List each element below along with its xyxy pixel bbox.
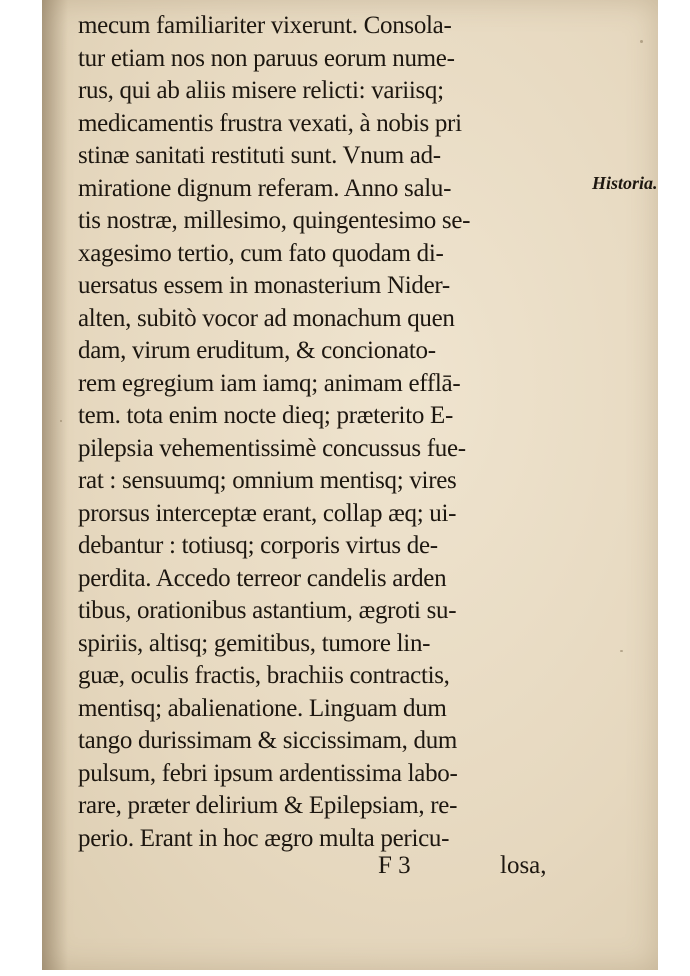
catchword: losa, (500, 852, 547, 879)
paper-speck (640, 40, 643, 43)
text-line: spiriis, altisq; gemitibus, tumore lin- (78, 629, 431, 657)
paper-speck (60, 420, 62, 422)
text-line: rare, præter delirium & Epilepsiam, re- (78, 792, 458, 819)
page-footer (78, 852, 568, 892)
body-text (78, 10, 578, 855)
text-line: debantur : totiusq; corporis virtus de- (78, 532, 438, 559)
text-line: xagesimo tertio, cum fato quodam di- (78, 239, 444, 267)
text-line: uersatus essem in monasterium Nider- (78, 272, 450, 299)
text-line: perdita. Accedo terreor candelis arden (78, 564, 447, 592)
signature-mark: F 3 (378, 852, 411, 879)
text-line: tibus, orationibus astantium, ægroti su- (78, 597, 457, 624)
text-line: miratione dignum referam. Anno salu- (78, 174, 452, 202)
text-line: rat : sensuumq; omnium mentisq; vires (78, 467, 457, 494)
text-line: tis nostræ, millesimo, quingentesimo se- (78, 207, 471, 234)
text-line: pilepsia vehementissimè concussus fue- (78, 434, 466, 462)
paper-speck (620, 650, 623, 652)
text-line: mecum familiariter vixerunt. Consola- (78, 12, 452, 39)
text-line: alten, subitò vocor ad monachum quen (78, 304, 455, 332)
text-line: prorsus interceptæ erant, collap æq; ui- (78, 499, 457, 527)
text-line: mentisq; abalienatione. Linguam dum (78, 694, 447, 722)
text-line: pulsum, febri ipsum ardentissima labo- (78, 759, 458, 787)
text-line: tango durissimam & siccissimam, dum (78, 727, 458, 754)
text-line: medicamentis frustra vexati, à nobis pri (78, 109, 462, 137)
text-line: rus, qui ab aliis misere relicti: variisq; (78, 77, 444, 104)
text-line: guæ, oculis fractis, brachiis contractis, (78, 662, 450, 689)
marginal-note: Historia. (592, 173, 658, 193)
gutter-shadow (42, 0, 68, 970)
text-line: rem egregium iam iamq; animam efflā- (78, 369, 461, 397)
text-line: dam, virum eruditum, & concionato- (78, 337, 436, 364)
text-line: tur etiam nos non paruus eorum nume- (78, 44, 455, 72)
text-line: perio. Erant in hoc ægro multa pericu- (78, 824, 450, 852)
text-line: stinæ sanitati restituti sunt. Vnum ad- (78, 142, 441, 169)
text-line: tem. tota enim nocte dieq; præterito E- (78, 402, 453, 429)
